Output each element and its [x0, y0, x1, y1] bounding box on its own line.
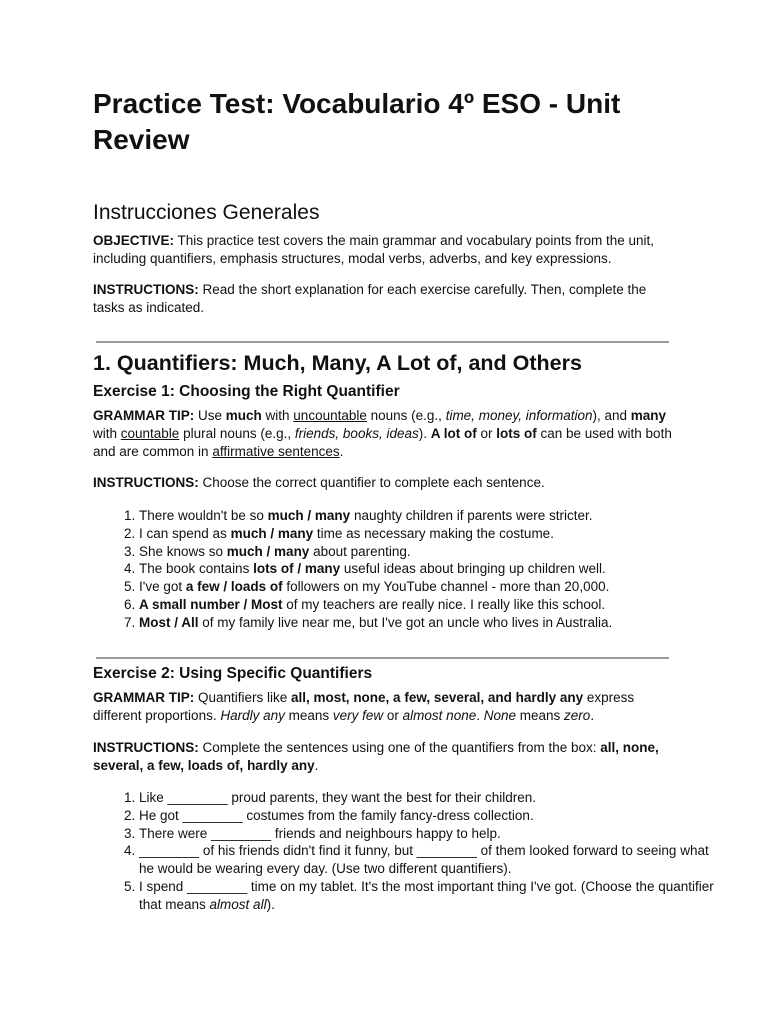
tip-text: Quantifiers like — [194, 690, 292, 705]
tip-keyword: many — [630, 408, 667, 423]
exercise-1-heading: Exercise 1: Choosing the Right Quantifier — [93, 383, 400, 400]
item-text: of my family live near me, but I've got an uncle who lives in Australia. — [198, 614, 613, 630]
tip-keyword: all, most, none, a few, several, and hardly any — [291, 690, 584, 705]
tip-text: . — [476, 708, 484, 723]
item-choice: a few / loads of — [185, 579, 283, 595]
exercise-1-list — [93, 507, 724, 632]
list-item — [139, 560, 724, 578]
instructions-text: Complete the sentences using one of the quantifiers from the box: — [198, 740, 601, 755]
item-text: useful ideas about bringing up children well. — [340, 561, 606, 577]
tip-underlined-term: affirmative sentences — [212, 444, 340, 459]
item-text: ). — [266, 896, 275, 912]
exercise-divider — [96, 657, 669, 659]
instructions-label: INSTRUCTIONS: — [93, 740, 199, 755]
exercise-1-instructions — [93, 474, 678, 492]
list-item — [139, 578, 724, 596]
tip-text: or — [383, 708, 403, 723]
tip-text: . — [339, 444, 344, 459]
tip-text: plural nouns (e.g., — [179, 426, 295, 441]
item-choice: much / many — [267, 508, 351, 523]
list-item — [139, 878, 724, 914]
instructions-text: Choose the correct quantifier to complete each sentence. — [198, 475, 545, 490]
tip-text: with — [261, 408, 294, 423]
exercise-2-grammar-tip — [93, 689, 678, 725]
tip-text: with — [93, 426, 121, 441]
exercise-1-grammar-tip — [93, 407, 678, 461]
item-choice: much / many — [226, 543, 310, 559]
item-text: I can spend as — [139, 525, 231, 541]
list-item — [139, 789, 724, 807]
objective-label: OBJECTIVE: — [93, 233, 175, 248]
item-text: The book contains — [139, 561, 254, 577]
item-text: I spend ________ time on my tablet. It's the most important thing I've got. (Choose the quantifier that means — [139, 878, 714, 912]
item-text: followers on my YouTube channel - more than 20,000. — [282, 579, 610, 595]
item-choice: A small number / Most — [139, 596, 283, 612]
list-item — [139, 614, 724, 632]
item-text: There were ________ friends and neighbours happy to help. — [139, 825, 501, 841]
item-text: There wouldn't be so — [139, 508, 268, 523]
list-item — [139, 507, 724, 525]
tip-text: nouns (e.g., — [366, 408, 446, 423]
exercise-2-instructions — [93, 739, 678, 775]
list-item — [139, 525, 724, 543]
tip-example: None — [483, 708, 517, 723]
list-item — [139, 596, 724, 614]
item-text: naughty children if parents were stricter. — [350, 508, 593, 523]
tip-example: almost none — [402, 708, 477, 723]
item-text: time as necessary making the costume. — [313, 525, 554, 541]
item-text: about parenting. — [309, 543, 411, 559]
exercise-2-list — [93, 789, 724, 914]
tip-example: very few — [332, 708, 384, 723]
item-emphasis: almost all — [209, 896, 267, 912]
tip-keyword: much — [225, 408, 262, 423]
item-text: of my teachers are really nice. I really like this school. — [282, 596, 606, 612]
tip-text: express different proportions. — [93, 690, 635, 723]
item-choice: Most / All — [139, 614, 199, 630]
tip-text: or — [476, 426, 497, 441]
list-item — [139, 543, 724, 561]
list-item — [139, 825, 724, 843]
quantifier-box-words: all, none, several, a few, loads of, hardly any — [93, 740, 659, 773]
tip-text: means — [284, 708, 333, 723]
objective-text: This practice test covers the main grammar and vocabulary points from the unit, including quantifiers, emphasis structures, modal verbs, adverbs, and key expressions. — [93, 233, 654, 266]
tip-example: time, money, information — [445, 408, 593, 423]
instructions-text: . — [314, 758, 319, 773]
tip-text: . — [590, 708, 595, 723]
objective-paragraph — [93, 232, 678, 268]
tip-underlined-term: countable — [120, 426, 180, 441]
instructions-label: INSTRUCTIONS: — [93, 282, 199, 297]
item-text: ________ of his friends didn't find it funny, but ________ of them looked forward to seeing what he would be wearing every day. (Use two different quantifiers). — [139, 843, 709, 877]
tip-keyword: lots of — [496, 426, 537, 441]
tip-example: friends, books, ideas — [294, 426, 419, 441]
tip-keyword: A lot of — [430, 426, 477, 441]
grammar-tip-label: GRAMMAR TIP: — [93, 690, 195, 705]
tip-text: ). — [418, 426, 431, 441]
page-title: Practice Test: Vocabulario 4º ESO - Unit Review — [93, 88, 621, 155]
instructions-label: INSTRUCTIONS: — [93, 475, 199, 490]
item-choice: lots of / many — [253, 561, 341, 577]
section-1-heading: 1. Quantifiers: Much, Many, A Lot of, and Others — [93, 351, 582, 375]
item-text: I've got — [139, 579, 186, 595]
tip-text: Use — [194, 408, 226, 423]
tip-text: can be used with both and are common in — [93, 426, 672, 459]
list-item — [139, 807, 724, 825]
item-text: Like ________ proud parents, they want the best for their children. — [139, 790, 537, 805]
general-instructions-paragraph — [93, 281, 678, 317]
exercise-2-heading: Exercise 2: Using Specific Quantifiers — [93, 665, 373, 682]
tip-example: Hardly any — [220, 708, 285, 723]
tip-text: ), and — [592, 408, 631, 423]
item-text: He got ________ costumes from the family fancy-dress collection. — [139, 807, 534, 823]
tip-underlined-term: uncountable — [293, 408, 367, 423]
general-instructions-heading: Instrucciones Generales — [93, 201, 320, 224]
list-item — [139, 842, 724, 878]
tip-text: means — [516, 708, 565, 723]
section-divider — [96, 341, 669, 343]
tip-example: zero — [564, 708, 591, 723]
item-choice: much / many — [230, 525, 314, 541]
instructions-text: Read the short explanation for each exercise carefully. Then, complete the tasks as indicated. — [93, 282, 647, 315]
item-text: She knows so — [139, 543, 227, 559]
grammar-tip-label: GRAMMAR TIP: — [93, 408, 195, 423]
